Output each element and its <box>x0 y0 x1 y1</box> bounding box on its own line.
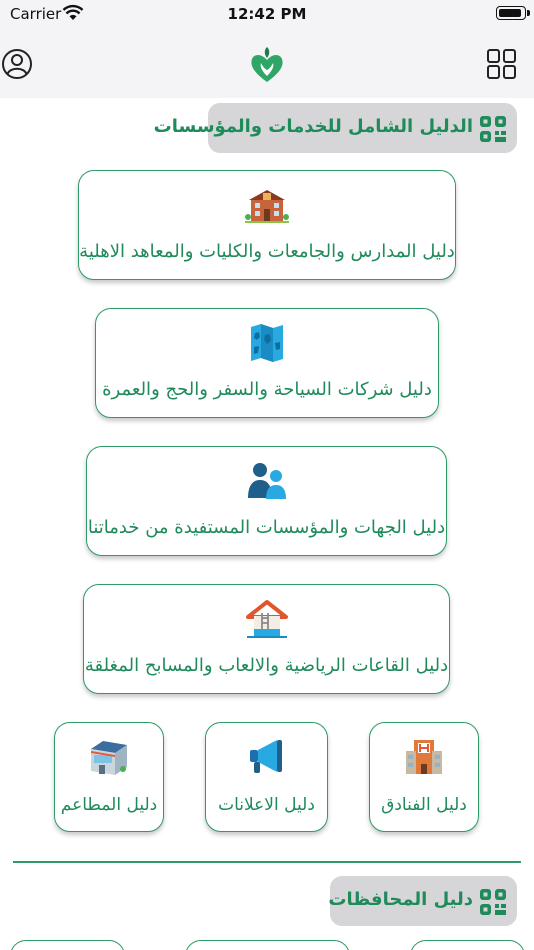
section-title: دليل المحافظات <box>328 889 473 910</box>
section-divider <box>13 861 521 863</box>
governorate-card-partial[interactable] <box>10 940 125 950</box>
card-label: دليل المدارس والجامعات والكليات والمعاهد الاهلية <box>79 241 455 262</box>
governorate-card-partial[interactable] <box>410 940 525 950</box>
people-icon <box>245 461 289 501</box>
card-label: دليل شركات السياحة والسفر والحج والعمرة <box>102 379 432 400</box>
qr-icon <box>479 115 507 143</box>
section-header-governorates <box>330 876 517 926</box>
governorate-card-partial[interactable] <box>185 940 350 950</box>
grid-icon[interactable] <box>484 46 520 82</box>
card-schools[interactable] <box>78 170 456 280</box>
store-icon <box>87 737 131 777</box>
section-title: الدليل الشامل للخدمات والمؤسسات <box>153 116 473 137</box>
card-label: دليل المطاعم <box>60 795 158 815</box>
section-header-services <box>153 103 517 153</box>
card-label: دليل القاعات الرياضية والالعاب والمسابح المغلقة <box>84 655 449 676</box>
school-building-icon <box>245 185 289 225</box>
pool-house-icon <box>245 599 289 639</box>
carrier-label: Carrier <box>10 5 62 23</box>
card-sports-halls[interactable] <box>83 584 450 694</box>
card-tourism[interactable] <box>95 308 439 418</box>
status-bar <box>0 0 534 30</box>
qr-icon <box>479 888 507 916</box>
card-hotels[interactable] <box>369 722 479 832</box>
battery-icon <box>496 6 526 20</box>
megaphone-icon <box>245 737 289 777</box>
status-time: 12:42 PM <box>227 5 307 23</box>
card-organizations[interactable] <box>86 446 447 556</box>
card-label: دليل الفنادق <box>381 795 467 815</box>
card-ads[interactable] <box>205 722 328 832</box>
card-restaurants[interactable] <box>54 722 164 832</box>
hotel-icon <box>402 737 446 777</box>
world-map-icon <box>245 323 289 363</box>
heart-leaf-logo <box>247 46 287 84</box>
navbar <box>0 30 534 98</box>
profile-icon[interactable] <box>0 46 36 82</box>
card-label: دليل الاعلانات <box>218 795 315 815</box>
card-label: دليل الجهات والمؤسسات المستفيدة من خدماتنا <box>87 517 446 538</box>
